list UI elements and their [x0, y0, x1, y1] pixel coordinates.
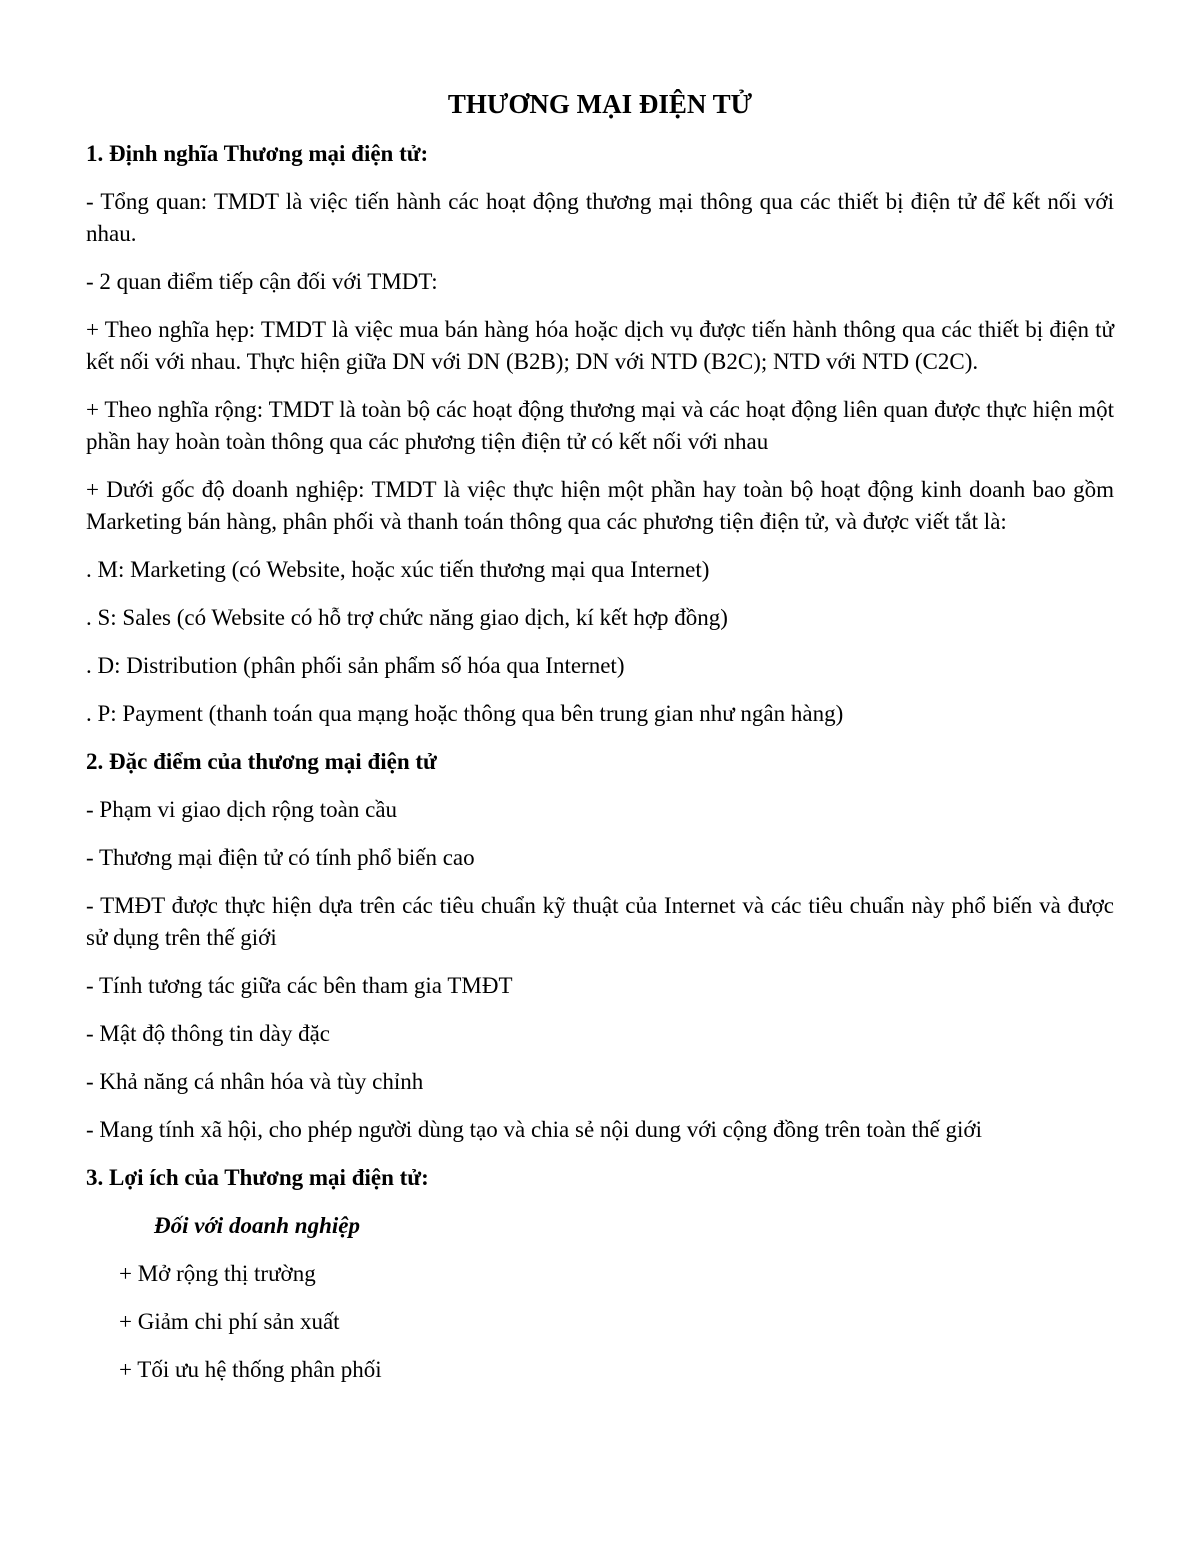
list-item: - Tính tương tác giữa các bên tham gia TMĐT	[86, 973, 513, 998]
document-content	[86, 86, 1114, 1402]
list-item: - Thương mại điện tử có tính phổ biến cao	[86, 845, 475, 870]
paragraph-narrow-definition: + Theo nghĩa hẹp: TMDT là việc mua bán hàng hóa hoặc dịch vụ được tiến hành thông qua các thiết bị điện tử kết nối với nhau. Thực hiện giữa DN với DN (B2B); DN với NTD (B2C); NTD với NTD (C2C).	[86, 317, 1114, 374]
paragraph-approaches: - 2 quan điểm tiếp cận đối với TMDT:	[86, 269, 438, 294]
list-item: - Mật độ thông tin dày đặc	[86, 1021, 331, 1046]
list-item: - Khả năng cá nhân hóa và tùy chỉnh	[86, 1069, 424, 1094]
list-item: - Mang tính xã hội, cho phép người dùng tạo và chia sẻ nội dung với cộng đồng trên toàn thế giới	[86, 1117, 982, 1142]
list-item: - TMĐT được thực hiện dựa trên các tiêu chuẩn kỹ thuật của Internet và các tiêu chuẩn này phổ biến và được sử dụng trên thế giới	[86, 893, 1114, 950]
section-3-heading: 3. Lợi ích của Thương mại điện tử:	[86, 1165, 429, 1190]
list-item-marketing: . M: Marketing (có Website, hoặc xúc tiến thương mại qua Internet)	[86, 557, 710, 582]
list-item-distribution: . D: Distribution (phân phối sản phẩm số hóa qua Internet)	[86, 653, 625, 678]
section-3-subheading: Đối với doanh nghiệp	[154, 1213, 360, 1238]
list-item: + Giảm chi phí sản xuất	[119, 1309, 340, 1334]
document-title: THƯƠNG MẠI ĐIỆN TỬ	[447, 89, 753, 119]
list-item: + Tối ưu hệ thống phân phối	[119, 1357, 382, 1382]
list-item: - Phạm vi giao dịch rộng toàn cầu	[86, 797, 398, 822]
section-1-heading: 1. Định nghĩa Thương mại điện tử:	[86, 141, 429, 166]
paragraph-overview: - Tổng quan: TMDT là việc tiến hành các hoạt động thương mại thông qua các thiết bị điện tử để kết nối với nhau.	[86, 189, 1114, 246]
list-item-payment: . P: Payment (thanh toán qua mạng hoặc thông qua bên trung gian như ngân hàng)	[86, 701, 844, 726]
paragraph-business-definition: + Dưới gốc độ doanh nghiệp: TMDT là việc thực hiện một phần hay toàn bộ hoạt động kinh doanh bao gồm Marketing bán hàng, phân phối và thanh toán thông qua các phương tiện điện tử, và được viết tắt là:	[86, 477, 1114, 534]
list-item: + Mở rộng thị trường	[119, 1261, 316, 1286]
paragraph-broad-definition: + Theo nghĩa rộng: TMDT là toàn bộ các hoạt động thương mại và các hoạt động liên quan được thực hiện một phần hay hoàn toàn thông qua các phương tiện điện tử có kết nối với nhau	[86, 397, 1114, 454]
list-item-sales: . S: Sales (có Website có hỗ trợ chức năng giao dịch, kí kết hợp đồng)	[86, 605, 728, 630]
section-2-heading: 2. Đặc điểm của thương mại điện tử	[86, 749, 437, 774]
